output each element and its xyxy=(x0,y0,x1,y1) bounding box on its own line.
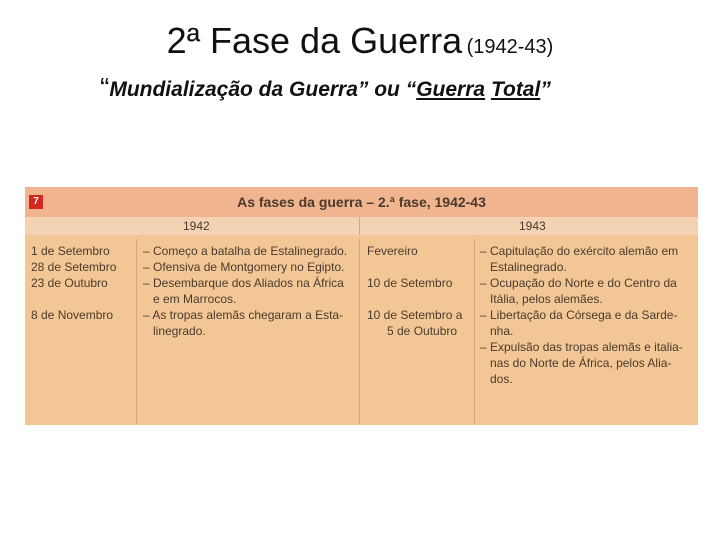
slide-title-main: 2ª Fase da Guerra xyxy=(166,20,463,61)
table-header xyxy=(25,187,698,217)
year-1942-heading: 1942 xyxy=(183,219,210,233)
events-1943-column: – Capitulação do exército alemão em Estalinegrado. – Ocupação do Norte e do Centro da Itália, pelos alemães. – Libertação da Córsega e da Sarde- nha. – Expulsão das tropas alemãs e italia- nas do Norte de África, pelos Alia- dos. xyxy=(480,244,683,386)
table-title: As fases da guerra – 2.ª fase, 1942-43 xyxy=(237,194,486,210)
subtitle-guerra: Guerra xyxy=(416,78,486,101)
subtitle-text-after: ” xyxy=(540,78,551,101)
subtitle-text-before: Mundialização da Guerra” ou “ xyxy=(109,78,417,101)
column-divider xyxy=(136,239,137,424)
dates-1942-column: 1 de Setembro 28 de Setembro 23 de Outubro 8 de Novembro xyxy=(31,244,117,322)
year-1943-heading: 1943 xyxy=(519,219,546,233)
dates-1943-column: Fevereiro 10 de Setembro 10 de Setembro a 5 de Outubro xyxy=(367,244,463,338)
year-divider xyxy=(359,217,360,235)
table-number-badge: 7 xyxy=(29,195,43,209)
slide-title-years: (1942-43) xyxy=(466,36,554,58)
column-divider xyxy=(359,239,360,424)
slide-title xyxy=(0,20,720,62)
table-year-row xyxy=(25,217,698,235)
war-phases-table xyxy=(25,187,698,425)
subtitle-total: Total xyxy=(490,78,541,101)
subtitle-open-quote: “ xyxy=(100,72,110,103)
events-1942-column: – Começo a batalha de Estalinegrado. – Ofensiva de Montgomery no Egipto. – Desembarque dos Aliados na África e em Marrocos. – As tropas alemãs chegaram a Esta- linegrado. xyxy=(143,244,348,338)
slide-subtitle xyxy=(100,72,551,110)
column-divider xyxy=(474,239,475,424)
